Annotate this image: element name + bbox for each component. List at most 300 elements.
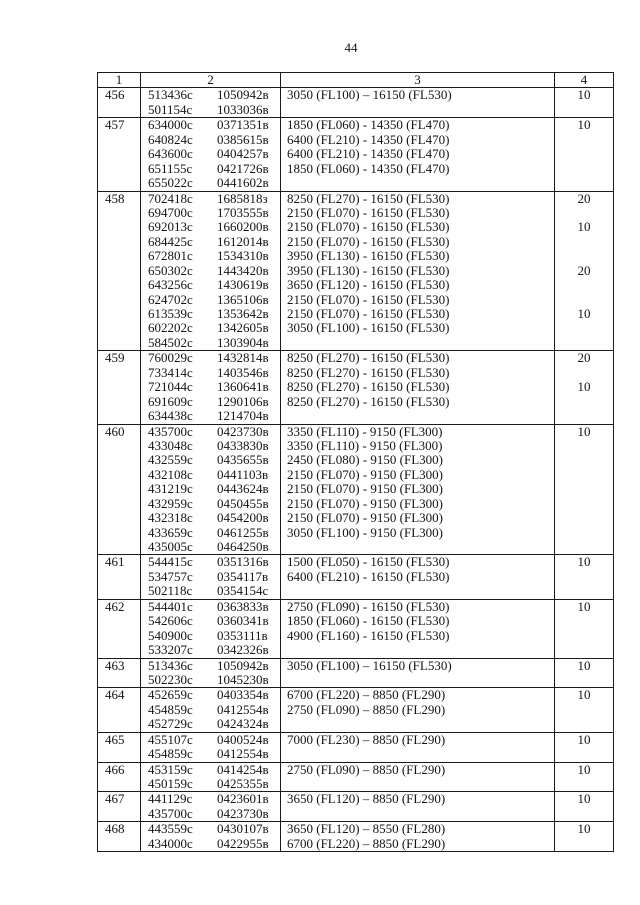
value-cell — [555, 191, 614, 351]
latitude: 544401с — [148, 598, 193, 614]
longitude: 0360341в — [217, 613, 269, 629]
latitude: 672801с — [148, 248, 193, 264]
value: 20 — [577, 350, 591, 366]
latitude: 643256с — [148, 277, 193, 293]
longitude: 1685818з — [217, 190, 268, 206]
longitude: 0404257в — [217, 146, 269, 162]
longitude: 1303904в — [217, 334, 269, 350]
altitude-range: 6400 (FL210) - 14350 (FL470) — [287, 146, 450, 162]
altitude-cell — [281, 191, 555, 351]
coordinate-pair — [148, 511, 280, 525]
value — [555, 278, 613, 292]
coordinate-pair — [148, 366, 280, 380]
longitude: 1443420в — [217, 262, 269, 278]
value-cell — [555, 732, 614, 762]
coordinates-cell — [141, 822, 281, 852]
coordinate-pair — [148, 307, 280, 321]
longitude: 0454200в — [217, 510, 269, 526]
altitude-range: 3050 (FL100) – 16150 (FL530) — [287, 87, 452, 103]
latitude: 534757с — [148, 568, 193, 584]
altitude-range: 2750 (FL090) – 8850 (FL290) — [287, 761, 446, 777]
table-row — [98, 792, 614, 822]
altitude-range: 6700 (FL220) – 8850 (FL290) — [287, 687, 446, 703]
page-number: 44 — [344, 40, 358, 55]
latitude: 694700с — [148, 204, 193, 220]
latitude: 455107с — [148, 731, 193, 747]
coordinates-cell — [141, 424, 281, 555]
coordinate-pair — [148, 118, 280, 132]
value: 10 — [577, 791, 591, 807]
coordinates-cell — [141, 88, 281, 118]
longitude: 0424324в — [217, 716, 269, 732]
row-number-cell — [98, 792, 141, 822]
coordinate-pair — [148, 497, 280, 511]
longitude: 0430107в — [217, 821, 269, 837]
latitude: 450159с — [148, 776, 193, 792]
value-cell — [555, 118, 614, 191]
altitude-range: 2150 (FL070) - 16150 (FL530) — [287, 233, 450, 249]
coordinate-pair — [148, 600, 280, 614]
latitude: 432108с — [148, 466, 193, 482]
table-row — [98, 351, 614, 424]
header-col-4: 4 — [555, 73, 614, 88]
coordinate-pair — [148, 747, 280, 761]
altitude-cell — [281, 88, 555, 118]
latitude: 452659с — [148, 687, 193, 703]
table-row — [98, 688, 614, 732]
altitude-range: 8250 (FL270) - 16150 (FL530) — [287, 393, 450, 409]
table-row — [98, 762, 614, 792]
longitude: 0423730в — [217, 423, 269, 439]
coordinate-pair — [148, 235, 280, 249]
coordinate-pair — [148, 807, 280, 821]
longitude: 0433830в — [217, 437, 269, 453]
longitude: 0385615в — [217, 131, 269, 147]
value-cell — [555, 599, 614, 658]
altitude-range: 3050 (FL100) – 16150 (FL530) — [287, 657, 452, 673]
latitude: 684425с — [148, 233, 193, 249]
altitude-range: 2150 (FL070) - 16150 (FL530) — [287, 291, 450, 307]
coordinate-pair — [148, 717, 280, 731]
coordinates-cell — [141, 688, 281, 732]
longitude: 0363833в — [217, 598, 269, 614]
coordinate-pair — [148, 777, 280, 791]
row-number: 467 — [105, 791, 125, 807]
altitude-range: 2150 (FL070) - 16150 (FL530) — [287, 306, 450, 322]
coordinates-cell — [141, 658, 281, 688]
altitude-range: 3650 (FL120) – 8550 (FL280) — [287, 821, 446, 837]
coordinate-pair — [148, 614, 280, 628]
latitude: 643600с — [148, 146, 193, 162]
altitude-range: 6400 (FL210) - 14350 (FL470) — [287, 131, 450, 147]
coordinate-pair — [148, 688, 280, 702]
latitude: 613539с — [148, 306, 193, 322]
altitude-range: 6700 (FL220) – 8850 (FL290) — [287, 835, 446, 851]
coordinate-pair — [148, 380, 280, 394]
longitude: 0441103в — [217, 466, 269, 482]
longitude: 0412554в — [217, 746, 269, 762]
coordinate-pair — [148, 147, 280, 161]
coordinate-pair — [148, 264, 280, 278]
latitude: 533207с — [148, 642, 193, 658]
altitude-cell — [281, 351, 555, 424]
latitude: 434000с — [148, 835, 193, 851]
latitude: 435700с — [148, 805, 193, 821]
longitude: 1660200в — [217, 219, 269, 235]
latitude: 454859с — [148, 701, 193, 717]
value-cell — [555, 822, 614, 852]
coordinate-pair — [148, 321, 280, 335]
coordinate-pair — [148, 555, 280, 569]
value-cell — [555, 658, 614, 688]
longitude: 0412554в — [217, 701, 269, 717]
latitude: 733414с — [148, 364, 193, 380]
coordinates-cell — [141, 351, 281, 424]
coordinates-cell — [141, 792, 281, 822]
altitude-cell — [281, 424, 555, 555]
longitude: 0351316в — [217, 554, 269, 570]
altitude-range: 3050 (FL100) - 9150 (FL300) — [287, 524, 443, 540]
altitude-range: 3650 (FL120) - 16150 (FL530) — [287, 277, 450, 293]
value: 10 — [577, 554, 591, 570]
latitude: 501154с — [148, 101, 193, 117]
coordinate-pair — [148, 336, 280, 350]
latitude: 452729с — [148, 716, 193, 732]
latitude: 640824с — [148, 131, 193, 147]
latitude: 433048с — [148, 437, 193, 453]
coordinate-pair — [148, 526, 280, 540]
table-row — [98, 118, 614, 191]
altitude-range: 2150 (FL070) - 16150 (FL530) — [287, 219, 450, 235]
value-cell — [555, 88, 614, 118]
value-cell — [555, 792, 614, 822]
coordinate-pair — [148, 293, 280, 307]
longitude: 0435655в — [217, 452, 269, 468]
altitude-range: 8250 (FL270) - 16150 (FL530) — [287, 190, 450, 206]
row-number-cell — [98, 688, 141, 732]
coordinate-pair — [148, 584, 280, 598]
table-row — [98, 658, 614, 688]
row-number: 458 — [105, 190, 125, 206]
coordinate-pair — [148, 249, 280, 263]
latitude: 443559с — [148, 821, 193, 837]
coordinate-pair — [148, 162, 280, 176]
table-header — [98, 73, 614, 88]
longitude: 0450455в — [217, 495, 269, 511]
coordinate-pair — [148, 763, 280, 777]
longitude: 1534310в — [217, 248, 269, 264]
longitude: 0414254в — [217, 761, 269, 777]
longitude: 1360641в — [217, 379, 269, 395]
row-number: 461 — [105, 554, 125, 570]
altitude-range: 2150 (FL070) - 9150 (FL300) — [287, 466, 443, 482]
coordinate-pair — [148, 176, 280, 190]
coordinates-cell — [141, 191, 281, 351]
latitude: 432559с — [148, 452, 193, 468]
latitude: 602202с — [148, 320, 193, 336]
longitude: 0443624в — [217, 481, 269, 497]
row-number-cell — [98, 424, 141, 555]
value: 10 — [577, 761, 591, 777]
altitude-range: 1850 (FL060) - 14350 (FL470) — [287, 117, 450, 133]
coordinates-cell — [141, 762, 281, 792]
altitude-range: 2150 (FL070) - 9150 (FL300) — [287, 481, 443, 497]
longitude: 0423601в — [217, 791, 269, 807]
altitude-range: 2750 (FL090) - 16150 (FL530) — [287, 598, 450, 614]
value-cell — [555, 555, 614, 599]
latitude: 454859с — [148, 746, 193, 762]
latitude: 584502с — [148, 334, 193, 350]
latitude: 431219с — [148, 481, 193, 497]
value — [555, 206, 613, 220]
header-col-1: 1 — [98, 73, 141, 88]
value: 20 — [577, 262, 591, 278]
longitude: 0421726в — [217, 160, 269, 176]
row-number-cell — [98, 822, 141, 852]
header-col-2: 2 — [141, 73, 281, 88]
coordinates-cell — [141, 599, 281, 658]
altitude-range: 8250 (FL270) - 16150 (FL530) — [287, 379, 450, 395]
coordinate-pair — [148, 351, 280, 365]
altitude-cell — [281, 118, 555, 191]
table-row — [98, 822, 614, 852]
row-number: 468 — [105, 821, 125, 837]
value: 10 — [577, 657, 591, 673]
longitude: 0403354в — [217, 687, 269, 703]
longitude: 0400524в — [217, 731, 269, 747]
value-cell — [555, 762, 614, 792]
longitude: 1403546в — [217, 364, 269, 380]
altitude-range: 1850 (FL060) - 14350 (FL470) — [287, 160, 450, 176]
latitude: 760029с — [148, 350, 193, 366]
value-cell — [555, 424, 614, 555]
row-number: 459 — [105, 350, 125, 366]
value: 10 — [577, 219, 591, 235]
row-number-cell — [98, 88, 141, 118]
table-body — [98, 88, 614, 852]
value: 10 — [577, 117, 591, 133]
value: 20 — [577, 190, 591, 206]
altitude-cell — [281, 658, 555, 688]
longitude: 1612014в — [217, 233, 269, 249]
table-row — [98, 732, 614, 762]
longitude: 1045230в — [217, 671, 269, 687]
value: 10 — [577, 87, 591, 103]
coordinate-pair — [148, 103, 280, 117]
coordinates-cell — [141, 555, 281, 599]
row-number-cell — [98, 351, 141, 424]
longitude: 1353642в — [217, 306, 269, 322]
longitude: 0441602в — [217, 175, 269, 191]
longitude: 1365106в — [217, 291, 269, 307]
altitude-range: 3950 (FL130) - 16150 (FL530) — [287, 248, 450, 264]
table-row — [98, 191, 614, 351]
coordinate-pair — [148, 468, 280, 482]
altitude-range: 3350 (FL110) - 9150 (FL300) — [287, 437, 443, 453]
latitude: 433659с — [148, 524, 193, 540]
longitude: 0464250в — [217, 539, 269, 555]
altitude-cell — [281, 792, 555, 822]
longitude: 1430619в — [217, 277, 269, 293]
table-row — [98, 424, 614, 555]
latitude: 513436с — [148, 657, 193, 673]
coordinate-pair — [148, 133, 280, 147]
latitude: 702418с — [148, 190, 193, 206]
altitude-range: 2150 (FL070) - 9150 (FL300) — [287, 495, 443, 511]
latitude: 435700с — [148, 423, 193, 439]
latitude: 624702с — [148, 291, 193, 307]
altitude-cell — [281, 762, 555, 792]
altitude-cell — [281, 599, 555, 658]
latitude: 655022с — [148, 175, 193, 191]
longitude: 0423730в — [217, 805, 269, 821]
altitude-range: 2150 (FL070) - 9150 (FL300) — [287, 510, 443, 526]
coordinate-pair — [148, 482, 280, 496]
altitude-cell — [281, 688, 555, 732]
coordinate-pair — [148, 703, 280, 717]
longitude: 1050942в — [217, 87, 269, 103]
coordinate-pair — [148, 278, 280, 292]
coordinate-pair — [148, 822, 280, 836]
table-row — [98, 599, 614, 658]
longitude: 0342326в — [217, 642, 269, 658]
latitude: 453159с — [148, 761, 193, 777]
coordinate-pair — [148, 643, 280, 657]
altitude-range: 1850 (FL060) - 16150 (FL530) — [287, 613, 450, 629]
altitude-range: 3350 (FL110) - 9150 (FL300) — [287, 423, 443, 439]
latitude: 721044с — [148, 379, 193, 395]
coordinate-pair — [148, 837, 280, 851]
longitude: 1214704в — [217, 408, 269, 424]
value: 10 — [577, 306, 591, 322]
longitude: 0371351в — [217, 117, 269, 133]
coordinate-pair — [148, 629, 280, 643]
value: 10 — [577, 731, 591, 747]
coordinate-pair — [148, 409, 280, 423]
row-number: 457 — [105, 117, 125, 133]
altitude-range: 7000 (FL230) – 8850 (FL290) — [287, 731, 446, 747]
altitude-range: 2750 (FL090) – 8850 (FL290) — [287, 701, 446, 717]
row-number: 464 — [105, 687, 125, 703]
latitude: 513436с — [148, 87, 193, 103]
coordinate-pair — [148, 425, 280, 439]
latitude: 651155с — [148, 160, 193, 176]
row-number-cell — [98, 762, 141, 792]
coordinates-cell — [141, 732, 281, 762]
row-number: 465 — [105, 731, 125, 747]
coordinate-pair — [148, 395, 280, 409]
coordinate-pair — [148, 206, 280, 220]
altitude-range: 4900 (FL160) - 16150 (FL530) — [287, 627, 450, 643]
altitude-cell — [281, 822, 555, 852]
latitude: 435005с — [148, 539, 193, 555]
latitude: 432959с — [148, 495, 193, 511]
altitude-cell — [281, 732, 555, 762]
value — [555, 235, 613, 249]
coordinate-pair — [148, 659, 280, 673]
value — [555, 249, 613, 263]
table-row — [98, 88, 614, 118]
altitude-range: 3650 (FL120) – 8850 (FL290) — [287, 791, 446, 807]
row-number-cell — [98, 658, 141, 688]
altitude-range: 2450 (FL080) - 9150 (FL300) — [287, 452, 443, 468]
value — [555, 293, 613, 307]
row-number-cell — [98, 555, 141, 599]
latitude: 432318с — [148, 510, 193, 526]
longitude: 1050942в — [217, 657, 269, 673]
coordinate-pair — [148, 453, 280, 467]
longitude: 1033036в — [217, 101, 269, 117]
latitude: 634000с — [148, 117, 193, 133]
coordinates-cell — [141, 118, 281, 191]
latitude: 502118с — [148, 583, 193, 599]
longitude: 0353111в — [217, 627, 268, 643]
coordinate-pair — [148, 792, 280, 806]
value-cell — [555, 351, 614, 424]
altitude-range: 2150 (FL070) - 16150 (FL530) — [287, 204, 450, 220]
value — [555, 366, 613, 380]
altitude-range: 1500 (FL050) - 16150 (FL530) — [287, 554, 450, 570]
row-number: 466 — [105, 761, 125, 777]
coordinate-pair — [148, 733, 280, 747]
latitude: 540900с — [148, 627, 193, 643]
longitude: 0354154с — [217, 583, 269, 599]
longitude: 0425355в — [217, 776, 269, 792]
coordinate-pair — [148, 540, 280, 554]
longitude: 1432814в — [217, 350, 269, 366]
header-col-3: 3 — [281, 73, 555, 88]
altitude-range: 8250 (FL270) - 16150 (FL530) — [287, 350, 450, 366]
row-number-cell — [98, 191, 141, 351]
longitude: 1290106в — [217, 393, 269, 409]
latitude: 502230с — [148, 671, 193, 687]
coordinate-pair — [148, 673, 280, 687]
coordinate-pair — [148, 88, 280, 102]
row-number: 463 — [105, 657, 125, 673]
longitude: 0354117в — [217, 568, 269, 584]
latitude: 650302с — [148, 262, 193, 278]
row-number: 460 — [105, 423, 125, 439]
value: 10 — [577, 423, 591, 439]
row-number: 462 — [105, 598, 125, 614]
longitude: 1703555в — [217, 204, 269, 220]
row-number-cell — [98, 732, 141, 762]
altitude-range: 6400 (FL210) - 16150 (FL530) — [287, 568, 450, 584]
coordinate-pair — [148, 220, 280, 234]
value: 10 — [577, 687, 591, 703]
airspace-table — [97, 72, 614, 852]
row-number-cell — [98, 599, 141, 658]
longitude: 0461255в — [217, 524, 269, 540]
latitude: 441129с — [148, 791, 193, 807]
longitude: 1342605в — [217, 320, 269, 336]
coordinate-pair — [148, 439, 280, 453]
altitude-range: 3950 (FL130) - 16150 (FL530) — [287, 262, 450, 278]
altitude-range: 3050 (FL100) - 16150 (FL530) — [287, 320, 450, 336]
latitude: 544415с — [148, 554, 193, 570]
value: 10 — [577, 598, 591, 614]
altitude-range: 8250 (FL270) - 16150 (FL530) — [287, 364, 450, 380]
coordinate-pair — [148, 570, 280, 584]
value: 10 — [577, 821, 591, 837]
latitude: 692013с — [148, 219, 193, 235]
header-row — [98, 73, 614, 88]
table-row — [98, 555, 614, 599]
latitude: 691609с — [148, 393, 193, 409]
longitude: 0422955в — [217, 835, 269, 851]
row-number-cell — [98, 118, 141, 191]
coordinate-pair — [148, 192, 280, 206]
